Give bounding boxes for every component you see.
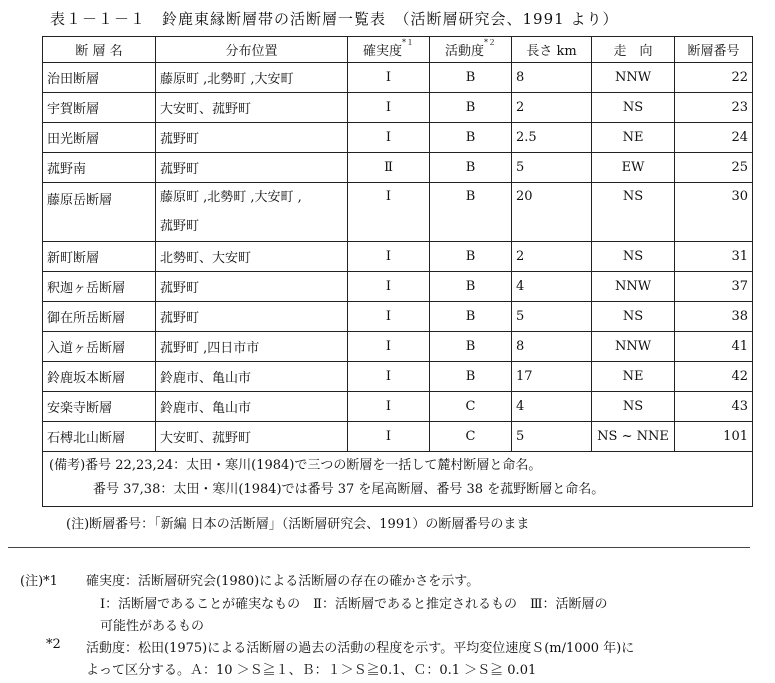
- fault-name: 石榑北山断層: [43, 422, 156, 452]
- fault-activity: B: [430, 272, 512, 302]
- fault-certainty: Ⅰ: [348, 242, 430, 272]
- fault-number: 41: [675, 332, 753, 362]
- fault-location: 菰野町 ,四日市市: [156, 332, 348, 362]
- table-row: [43, 362, 753, 392]
- fault-location: 菰野町: [156, 153, 348, 183]
- fault-strike: NE: [592, 123, 675, 153]
- fault-number: 43: [675, 392, 753, 422]
- fault-location: 鈴鹿市、亀山市: [156, 392, 348, 422]
- fault-number: 23: [675, 93, 753, 123]
- fault-name: 菰野南: [43, 153, 156, 183]
- fault-number: 42: [675, 362, 753, 392]
- fault-strike: NNW: [592, 63, 675, 93]
- fault-length: 2: [512, 93, 592, 123]
- header-strike: 走 向: [592, 37, 675, 63]
- fault-name: 田光断層: [43, 123, 156, 153]
- fault-strike: NS: [592, 392, 675, 422]
- fault-name: 安楽寺断層: [43, 392, 156, 422]
- fault-certainty: Ⅰ: [348, 272, 430, 302]
- divider: [8, 547, 750, 548]
- notes-row: [43, 452, 753, 507]
- header-number: 断層番号: [675, 37, 753, 63]
- table-row: [43, 183, 753, 242]
- fault-length: 2.5: [512, 123, 592, 153]
- fault-length: 8: [512, 63, 592, 93]
- footnote-1-line-2: Ⅰ：活断層であることが確実なもの Ⅱ：活断層であると推定されるもの Ⅲ：活断層の: [100, 597, 608, 612]
- fault-strike: EW: [592, 153, 675, 183]
- fault-name: 御在所岳断層: [43, 302, 156, 332]
- fault-length: 17: [512, 362, 592, 392]
- fault-certainty: Ⅰ: [348, 302, 430, 332]
- fault-length: 4: [512, 272, 592, 302]
- fault-activity: B: [430, 362, 512, 392]
- fault-length: 20: [512, 183, 592, 242]
- fault-number: 25: [675, 153, 753, 183]
- fault-activity: B: [430, 93, 512, 123]
- fault-location: 北勢町、大安町: [156, 242, 348, 272]
- fault-number: 101: [675, 422, 753, 452]
- header-activity: 活動度$^{*2}$: [430, 37, 512, 63]
- fault-certainty: Ⅰ: [348, 392, 430, 422]
- fault-location: 菰野町: [156, 123, 348, 153]
- fault-certainty: Ⅰ: [348, 183, 430, 242]
- location-line-1: 藤原町 ,北勢町 ,大安町 ,: [160, 190, 302, 205]
- fault-strike: NS: [592, 242, 675, 272]
- fault-activity: B: [430, 302, 512, 332]
- fault-strike: NS: [592, 183, 675, 242]
- table-row: [43, 242, 753, 272]
- footnote-2-mark: *2: [46, 637, 61, 652]
- fault-certainty: Ⅰ: [348, 362, 430, 392]
- fault-certainty: Ⅰ: [348, 123, 430, 153]
- table-title: 表１－１－１ 鈴鹿東縁断層帯の活断層一覧表 （活断層研究会、1991 より）: [50, 10, 619, 28]
- table-row: [43, 93, 753, 123]
- header-name: 断 層 名: [43, 37, 156, 63]
- fault-location: 大安町、菰野町: [156, 93, 348, 123]
- fault-activity: B: [430, 242, 512, 272]
- fault-number-note: (注)断層番号：「新編 日本の活断層」（活断層研究会、1991）の断層番号のまま: [66, 517, 530, 532]
- header-row: [43, 37, 753, 63]
- table-row: [43, 153, 753, 183]
- fault-table: [42, 36, 753, 507]
- fault-activity: C: [430, 422, 512, 452]
- remark-line-2: 番号 37,38：太田・寒川(1984)では番号 37 を尾高断層、番号 38 を菰野断層と命名。: [93, 482, 605, 497]
- fault-name: 治田断層: [43, 63, 156, 93]
- fault-certainty: Ⅰ: [348, 332, 430, 362]
- footnote-1-text: 確実度：活断層研究会(1980)による活断層の存在の確かさを示す。: [86, 574, 480, 589]
- table-row: [43, 422, 753, 452]
- fault-activity: B: [430, 332, 512, 362]
- table-row: [43, 332, 753, 362]
- fault-certainty: Ⅰ: [348, 93, 430, 123]
- fault-strike: NS: [592, 302, 675, 332]
- table-row: [43, 63, 753, 93]
- fault-name: 新町断層: [43, 242, 156, 272]
- fault-length: 5: [512, 422, 592, 452]
- footnote-1-line-3: 可能性があるもの: [100, 619, 205, 634]
- fault-strike: NE: [592, 362, 675, 392]
- fault-location: [156, 183, 348, 242]
- fault-strike: NS ~ NNE: [592, 422, 675, 452]
- fault-location: 大安町、菰野町: [156, 422, 348, 452]
- table-row: [43, 392, 753, 422]
- fault-strike: NNW: [592, 272, 675, 302]
- remarks-cell: [43, 452, 753, 507]
- fault-activity: B: [430, 123, 512, 153]
- fault-certainty: Ⅱ: [348, 153, 430, 183]
- fault-name: 入道ヶ岳断層: [43, 332, 156, 362]
- fault-activity: B: [430, 63, 512, 93]
- fault-location: 鈴鹿市、亀山市: [156, 362, 348, 392]
- fault-certainty: Ⅰ: [348, 422, 430, 452]
- fault-number: 37: [675, 272, 753, 302]
- fault-name: 釈迦ヶ岳断層: [43, 272, 156, 302]
- fault-length: 2: [512, 242, 592, 272]
- fault-number: 38: [675, 302, 753, 332]
- fault-length: 5: [512, 302, 592, 332]
- table-row: [43, 123, 753, 153]
- fault-number: 24: [675, 123, 753, 153]
- table-row: [43, 302, 753, 332]
- remark-line-1: (備考)番号 22,23,24：太田・寒川(1984)で三つの断層を一括して麓村断層と命名。: [49, 458, 542, 473]
- fault-number: 22: [675, 63, 753, 93]
- fault-activity: B: [430, 183, 512, 242]
- fault-location: 藤原町 ,北勢町 ,大安町: [156, 63, 348, 93]
- fault-length: 8: [512, 332, 592, 362]
- fault-strike: NS: [592, 93, 675, 123]
- fault-length: 4: [512, 392, 592, 422]
- fault-strike: NNW: [592, 332, 675, 362]
- fault-length: 5: [512, 153, 592, 183]
- fault-name: 宇賀断層: [43, 93, 156, 123]
- fault-certainty: Ⅰ: [348, 63, 430, 93]
- fault-name: 鈴鹿坂本断層: [43, 362, 156, 392]
- fault-name: 藤原岳断層: [43, 183, 156, 242]
- footnote-2-line-2: よって区分する。Ａ：10 ＞Ｓ≧１、Ｂ：１＞Ｓ≧0.1、Ｃ：0.1 ＞Ｓ≧ 0.01: [86, 663, 537, 678]
- fault-number: 30: [675, 183, 753, 242]
- location-line-2: 菰野町: [160, 219, 200, 234]
- footnote-1-mark: (注)*1: [20, 574, 58, 589]
- header-length: 長さ km: [512, 37, 592, 63]
- fault-activity: B: [430, 153, 512, 183]
- footnote-2-text: 活動度：松田(1975)による活断層の過去の活動の程度を示す。平均変位速度Ｓ(m/1000 年)に: [86, 641, 635, 656]
- fault-number: 31: [675, 242, 753, 272]
- header-location: 分布位置: [156, 37, 348, 63]
- table-row: [43, 272, 753, 302]
- header-certainty: 確実度$^{*1}$: [348, 37, 430, 63]
- fault-location: 菰野町: [156, 272, 348, 302]
- fault-location: 菰野町: [156, 302, 348, 332]
- fault-activity: C: [430, 392, 512, 422]
